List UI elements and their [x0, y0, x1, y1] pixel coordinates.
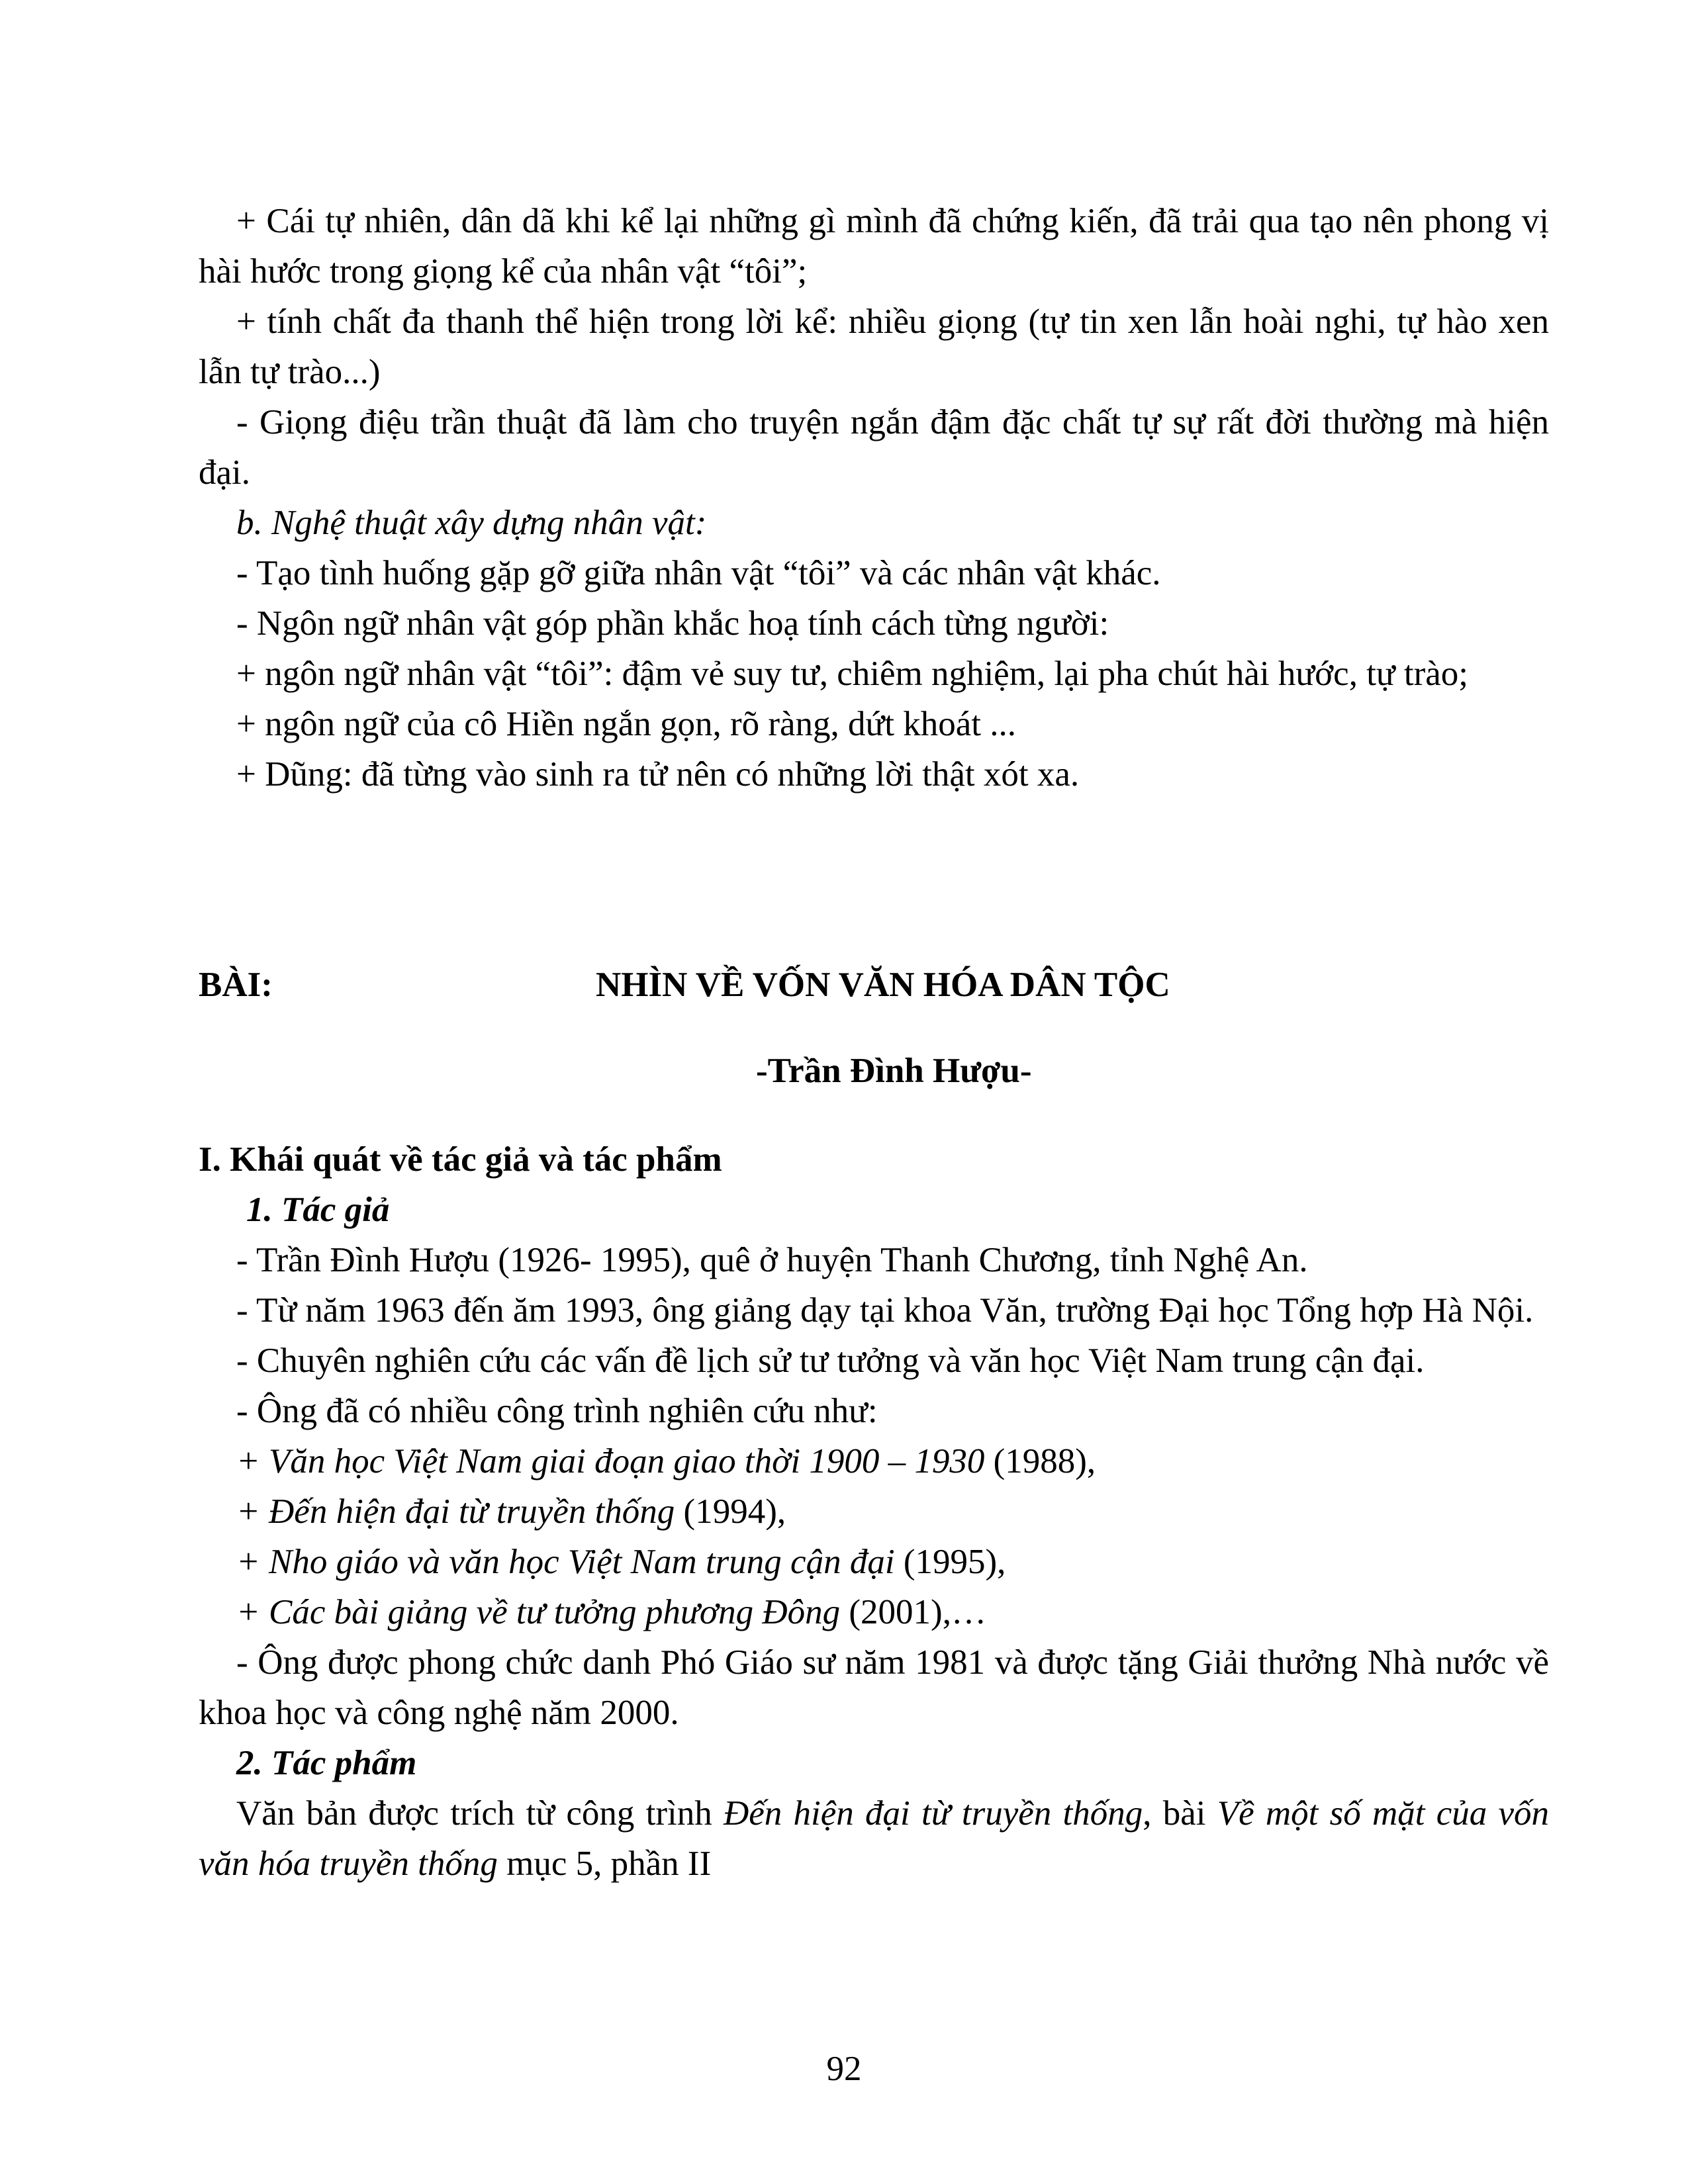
- paragraph: - Giọng điệu trần thuật đã làm cho truyện ngắn đậm đặc chất tự sự rất đời thường mà hiện đại.: [199, 403, 1549, 492]
- paragraph: - Tạo tình huống gặp gỡ giữa nhân vật “tôi” và các nhân vật khác.: [236, 554, 1161, 592]
- excerpt-text: Văn bản được trích từ công trình: [236, 1794, 724, 1833]
- section-overview: [199, 1134, 1549, 1889]
- work-year: (2001),…: [840, 1593, 986, 1631]
- work-year: (1995),: [894, 1543, 1006, 1581]
- work-title: + Văn học Việt Nam giai đoạn giao thời 1900 – 1930: [236, 1442, 985, 1480]
- paragraph: - Từ năm 1963 đến ăm 1993, ông giảng dạy tại khoa Văn, trường Đại học Tổng hợp Hà Nội.: [236, 1291, 1534, 1330]
- excerpt-paragraph: [199, 1788, 1549, 1889]
- work-item: [199, 1436, 1549, 1486]
- excerpt-article: Về một số mặt của vốn văn hóa truyền thống: [199, 1794, 1550, 1883]
- paragraph: - Ông được phong chức danh Phó Giáo sư năm 1981 và được tặng Giải thưởng Nhà nước về khoa học và công nghệ năm 2000.: [199, 1643, 1549, 1732]
- work-item: [199, 1587, 1549, 1637]
- excerpt-text: mục 5, phần II: [497, 1844, 712, 1883]
- paragraph: + tính chất đa thanh thể hiện trong lời kể: nhiều giọng (tự tin xen lẫn hoài nghi, tự hào xen lẫn tự trào...): [199, 302, 1549, 391]
- subheading-character-art: b. Nghệ thuật xây dựng nhân vật:: [236, 504, 707, 542]
- excerpt-text: , bài: [1143, 1794, 1217, 1833]
- paragraph: + ngôn ngữ nhân vật “tôi”: đậm vẻ suy tư, chiêm nghiệm, lại pha chút hài hước, tự trào;: [236, 655, 1469, 693]
- work-title: + Đến hiện đại từ truyền thống: [236, 1492, 675, 1531]
- work-year: (1994),: [675, 1492, 786, 1531]
- work-title: + Các bài giảng về tư tưởng phương Đông: [236, 1593, 841, 1631]
- paragraph: + ngôn ngữ của cô Hiền ngắn gọn, rõ ràng, dứt khoát ...: [236, 705, 1017, 743]
- paragraph: + Cái tự nhiên, dân dã khi kể lại những gì mình đã chứng kiến, đã trải qua tạo nên phong vị hài hước trong giọng kể của nhân vật “tôi”;: [199, 202, 1549, 291]
- lesson-heading: [199, 958, 1549, 1011]
- work-year: (1988),: [984, 1442, 1096, 1480]
- paragraph: + Dũng: đã từng vào sinh ra tử nên có những lời thật xót xa.: [236, 755, 1080, 794]
- work-title: + Nho giáo và văn học Việt Nam trung cận đại: [236, 1543, 895, 1581]
- paragraph: - Ngôn ngữ nhân vật góp phần khắc hoạ tính cách từng người:: [236, 604, 1109, 643]
- subheading-work: 2. Tác phẩm: [236, 1744, 417, 1782]
- top-section: [199, 196, 1549, 799]
- work-item: [199, 1486, 1549, 1537]
- excerpt-book: Đến hiện đại từ truyền thống: [724, 1794, 1143, 1833]
- lesson-label: BÀI:: [199, 966, 273, 1004]
- work-item: [199, 1537, 1549, 1587]
- paragraph: - Chuyên nghiên cứu các vấn đề lịch sử tư tưởng và văn học Việt Nam trung cận đại.: [236, 1342, 1425, 1380]
- subheading-author: 1. Tác giả: [246, 1191, 390, 1229]
- lesson-title: NHÌN VỀ VỐN VĂN HÓA DÂN TỘC: [596, 966, 1170, 1004]
- paragraph: - Ông đã có nhiều công trình nghiên cứu như:: [236, 1392, 878, 1430]
- section-heading: I. Khái quát về tác giả và tác phẩm: [199, 1140, 722, 1179]
- page-number: 92: [826, 2050, 862, 2088]
- lesson-author: -Trần Đình Hượu-: [756, 1052, 1032, 1090]
- paragraph: - Trần Đình Hượu (1926- 1995), quê ở huyện Thanh Chương, tỉnh Nghệ An.: [236, 1241, 1308, 1279]
